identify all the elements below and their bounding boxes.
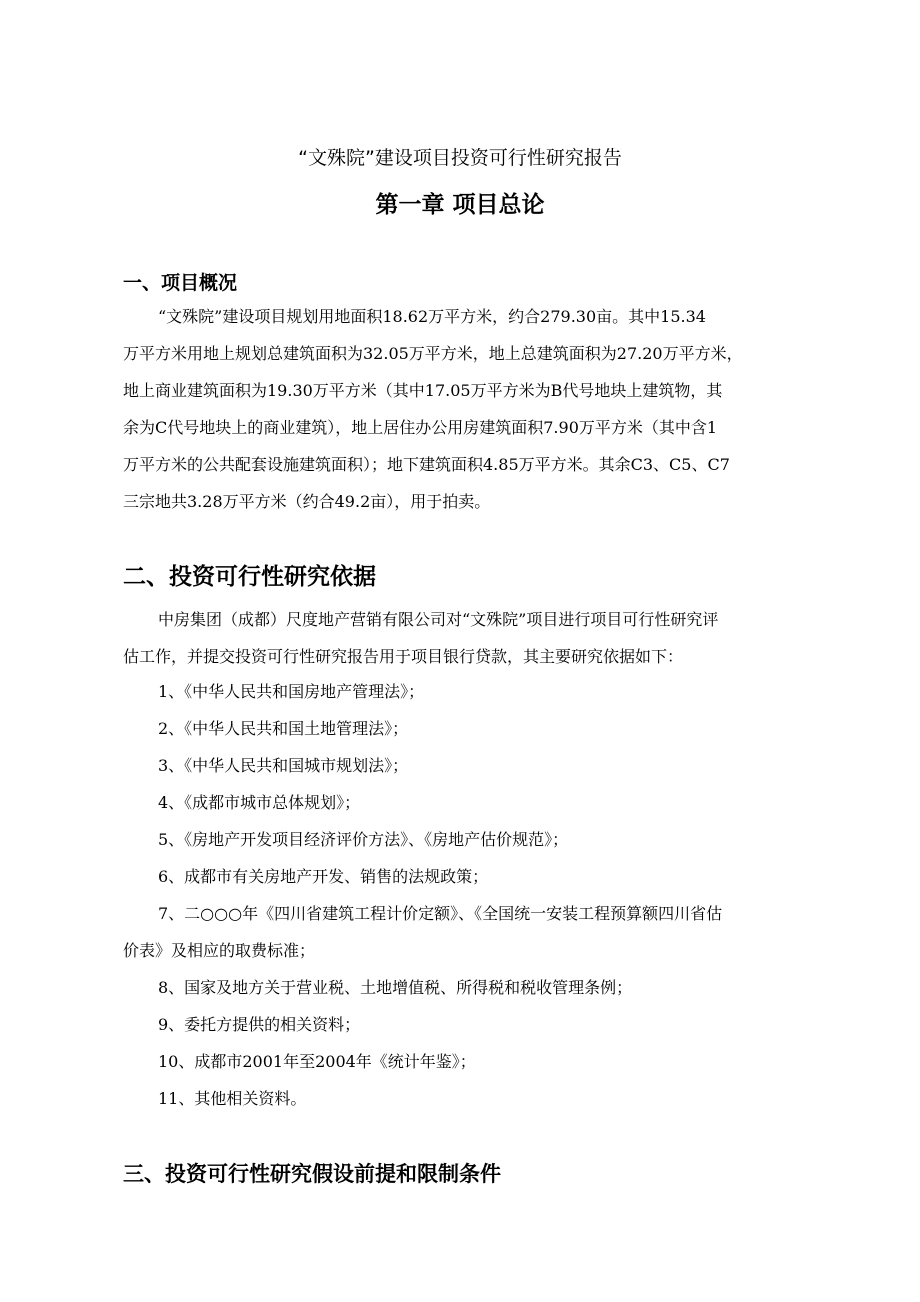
list-item-continuation: 价表》及相应的取费标准； [123,941,316,960]
paragraph-line: 三宗地共3.28万平方米（约合49.2亩），用于拍卖。 [123,492,491,511]
list-item: 9、委托方提供的相关资料； [158,1015,361,1034]
list-item: 10、成都市2001年至2004年《统计年鉴》； [158,1052,476,1071]
section-heading-assumptions: 三、投资可行性研究假设前提和限制条件 [123,1162,501,1186]
list-item: 6、成都市有关房地产开发、销售的法规政策； [158,867,489,886]
list-item: 4、《成都市城市总体规划》； [158,793,361,812]
list-item: 11、其他相关资料。 [158,1089,307,1108]
list-item: 8、国家及地方关于营业税、土地增值税、所得税和税收管理条例； [158,978,633,997]
paragraph-line: 余为C代号地块上的商业建筑），地上居住办公用房建筑面积7.90万平方米（其中含1 [123,418,718,437]
overview-paragraph [123,298,799,520]
list-item: 1、《中华人民共和国房地产管理法》； [158,682,425,701]
document-title: “文殊院”建设项目投资可行性研究报告 [298,147,622,169]
basis-list [123,673,799,1117]
section-heading-overview: 一、项目概况 [123,272,238,294]
paragraph-line: 万平方米用地上规划总建筑面积为32.05万平方米，地上总建筑面积为27.20万平方米， [123,344,743,363]
list-item: 5、《房地产开发项目经济评价方法》、《房地产估价规范》； [158,830,569,849]
list-item: 2、《中华人民共和国土地管理法》； [158,719,409,738]
paragraph-line: “文殊院”建设项目规划用地面积18.62万平方米，约合279.30亩。其中15.34 [158,307,706,326]
section-heading-basis: 二、投资可行性研究依据 [123,564,376,590]
paragraph-line: 中房集团（成都）尺度地产营销有限公司对“文殊院”项目进行项目可行性研究评 [158,610,719,629]
list-item: 3、《中华人民共和国城市规划法》； [158,756,409,775]
paragraph-line: 万平方米的公共配套设施建筑面积）；地下建筑面积4.85万平方米。其余C3、C5、C7 [123,455,730,474]
chapter-title: 第一章 项目总论 [375,192,545,218]
paragraph-line: 地上商业建筑面积为19.30万平方米（其中17.05万平方米为B代号地块上建筑物，其 [123,381,723,400]
paragraph-line: 估工作，并提交投资可行性研究报告用于项目银行贷款，其主要研究依据如下： [123,647,684,666]
list-item: 7、二○○○年《四川省建筑工程计价定额》、《全国统一安装工程预算额四川省估 [158,904,723,923]
basis-intro-paragraph [123,601,799,675]
